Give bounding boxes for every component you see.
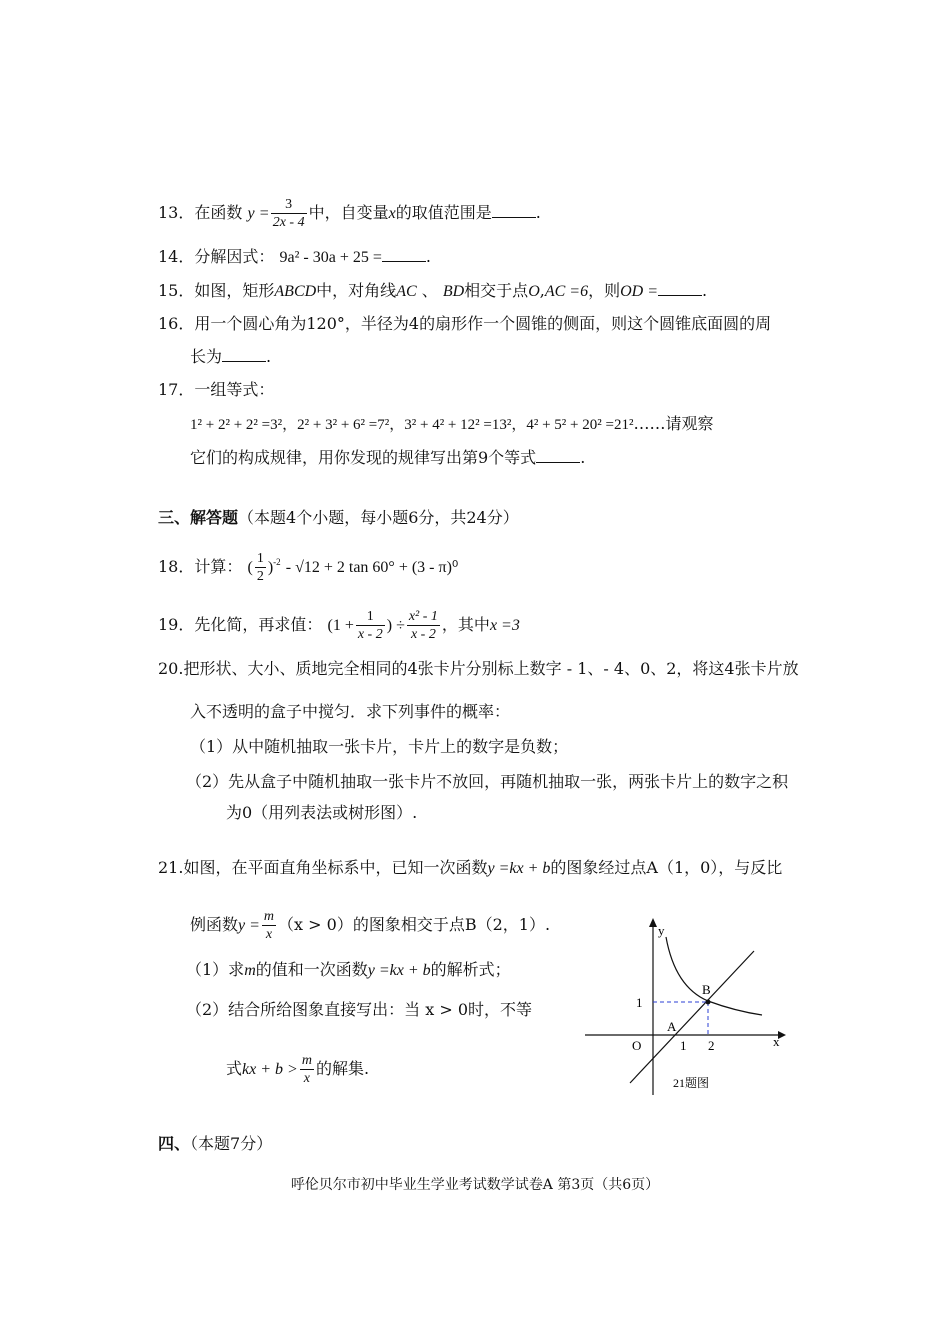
q18-number: 18． xyxy=(158,557,195,576)
q21-condition: （x > 0）的图象相交于点 xyxy=(278,915,465,934)
q20-line-2-text: 入不透明的盒子中搅匀．求下列事件的概率： xyxy=(190,702,511,721)
q14-number: 14． xyxy=(158,247,195,266)
q16-line-2-text: 长为 xyxy=(190,347,223,366)
section-4-note: （本题7分） xyxy=(190,1134,273,1153)
q21-inequality: kx + b > xyxy=(242,1061,298,1078)
question-17 xyxy=(158,380,274,400)
q15-end: . xyxy=(702,281,708,300)
q21-line-1: 如图，在平面直角坐标系中，已知一次函数 xyxy=(183,858,488,877)
page-footer xyxy=(0,1175,950,1195)
q18-fraction xyxy=(255,550,266,585)
q15-o: O xyxy=(528,283,540,300)
q15-text-5: ，则 xyxy=(588,281,621,300)
point-b-label: B xyxy=(702,982,711,997)
question-21 xyxy=(158,858,782,879)
q15-text-3: 相交于点 xyxy=(464,281,529,300)
q13-fraction xyxy=(271,196,307,231)
q16-number: 16． xyxy=(158,314,195,333)
question-21-sub-1 xyxy=(186,960,511,981)
q21-point-a: A（1，0），与反比 xyxy=(646,858,783,877)
q20-sub-2-line-2-text: 为0（用列表法或树形图）. xyxy=(226,803,418,822)
question-13: 13．在函数 y = $\frac{3}{2x - 4}$ 中，自变量x的取值范围是 . xyxy=(158,197,541,230)
q18-expression: - √12 + 2 tan 60° + (3 - π)⁰ xyxy=(285,559,459,576)
q21-linear-function: y =kx + b xyxy=(487,860,551,877)
q21-fraction xyxy=(262,908,276,943)
q13-answer-blank[interactable] xyxy=(492,203,536,218)
q13-text: 在函数 xyxy=(194,203,243,222)
q17-answer-blank[interactable] xyxy=(536,448,580,463)
q17-line-1: 一组等式： xyxy=(194,380,275,399)
linear-function-line xyxy=(630,951,754,1083)
hyperbola-curve xyxy=(666,937,762,1015)
q18-numerator: 1 xyxy=(256,551,264,566)
question-20-line-2 xyxy=(190,702,510,722)
q21-line-2-text: 例函数 xyxy=(190,915,239,934)
question-21-sub-2 xyxy=(186,1000,532,1020)
section-4-heading xyxy=(158,1134,272,1154)
q16-line-1: 用一个圆心角为120°，半径为4的扇形作一个圆锥的侧面，则这个圆锥底面圆的周 xyxy=(194,314,772,333)
question-20-sub-1 xyxy=(190,737,568,757)
q18-text: 计算： xyxy=(194,557,243,576)
q19-f1-numerator: 1 xyxy=(356,608,385,626)
point-b-dot xyxy=(706,1000,711,1005)
q21-sub-1-function: y =kx + b xyxy=(367,962,431,979)
q13-text-3: 的取值范围是 xyxy=(395,203,492,222)
q21-f2-denominator: x xyxy=(303,1071,310,1086)
question-14 xyxy=(158,247,431,268)
q20-sub-2-text: （2）先从盒子中随机抽取一张卡片不放回，再随机抽取一张，两张卡片上的数字之积 xyxy=(186,772,789,791)
q21-sub-3-text-2: 的解集. xyxy=(315,1059,370,1078)
q15-abcd: ABCD xyxy=(274,283,317,300)
q15-sep: 、 xyxy=(421,281,438,300)
q21-sub-1-text-2: 的值和一次函数 xyxy=(255,960,368,979)
q19-f2-denominator: x - 2 xyxy=(410,627,436,642)
q21-line-1b: 的图象经过点 xyxy=(550,858,647,877)
q13-end: . xyxy=(535,203,541,222)
point-a-label: A xyxy=(667,1019,677,1034)
q17-tail: ……请观察 xyxy=(633,414,714,433)
question-21-line-2 xyxy=(190,908,550,943)
q19-fraction-2 xyxy=(407,608,440,643)
question-20-sub-2 xyxy=(186,772,788,792)
question-16 xyxy=(158,314,771,334)
q13-number: 13． xyxy=(158,203,195,222)
section-3-note: （本题4个小题，每小题6分，共24分） xyxy=(238,508,519,527)
question-20-sub-2-line-2 xyxy=(226,803,417,823)
question-21-sub-2-line-2 xyxy=(226,1052,369,1087)
q15-comma: , xyxy=(539,281,545,300)
q21-point-b: B（2，1）. xyxy=(464,915,551,934)
question-17-equations xyxy=(190,414,713,435)
q17-line-3-text: 它们的构成规律，用你发现的规律写出第9个等式 xyxy=(190,448,537,467)
x-axis-label: x xyxy=(773,1034,780,1049)
q21-sub-3-text: 式 xyxy=(226,1059,243,1078)
q21-f2-numerator: m xyxy=(301,1053,312,1068)
q13-var: x xyxy=(388,205,396,222)
q14-text: 分解因式： xyxy=(194,247,275,266)
q21-sub-1-text-3: 的解析式； xyxy=(430,960,511,979)
question-20 xyxy=(158,659,799,679)
q21-coordinate-figure xyxy=(580,915,795,1100)
q19-x-value: x =3 xyxy=(489,617,520,634)
y-axis-arrow xyxy=(649,918,657,927)
footer-text: 呼伦贝尔市初中毕业生学业考试数学试卷A 第3页（共6页） xyxy=(290,1177,660,1193)
x-tick-2: 2 xyxy=(708,1038,715,1053)
q21-number: 21. xyxy=(158,858,184,877)
q20-line-1: 把形状、大小、质地完全相同的4张卡片分别标上数字 - 1、- 4、0、2，将这4张卡片放 xyxy=(183,659,799,678)
q16-end: . xyxy=(266,347,272,366)
question-19 xyxy=(158,608,520,643)
q14-answer-blank[interactable] xyxy=(382,247,426,262)
q21-denominator: x xyxy=(265,927,273,942)
figure-caption: 21题图 xyxy=(673,1076,710,1090)
q15-od: OD = xyxy=(620,283,659,300)
origin-label: O xyxy=(632,1038,642,1053)
y-tick-1: 1 xyxy=(636,995,643,1010)
q15-ac-value: AC =6 xyxy=(544,283,589,300)
q21-sub-1-text: （1）求 xyxy=(186,960,245,979)
q21-y: y = xyxy=(238,917,260,934)
q16-answer-blank[interactable] xyxy=(222,347,266,362)
q19-paren-close: ) ÷ xyxy=(386,617,405,634)
q19-f1-denominator: x - 2 xyxy=(357,627,383,642)
q13-denominator: 2x - 4 xyxy=(272,215,305,230)
q17-end: . xyxy=(580,448,586,467)
q19-f2-numerator: x² - 1 xyxy=(408,609,438,624)
q17-number: 17． xyxy=(158,380,195,399)
q14-end: . xyxy=(425,247,431,266)
q18-exponent: -2 xyxy=(273,557,281,567)
question-18: 18．计算： ( $\frac{1}{2}$ )$^{-2}$ - √12 + 2 tan 60° + (3 - π)⁰ xyxy=(158,551,459,584)
q18-denominator: 2 xyxy=(256,569,264,584)
q19-fraction-1 xyxy=(356,608,385,643)
section-3-title: 三、解答题 xyxy=(158,508,239,527)
q19-text: 先化简，再求值： xyxy=(194,615,323,634)
q14-expression: 9a² - 30a + 25 = xyxy=(279,249,382,266)
q15-answer-blank[interactable] xyxy=(658,281,702,296)
section-3-heading xyxy=(158,508,519,528)
q15-number: 15． xyxy=(158,281,195,300)
q19-tail: ，其中 xyxy=(441,615,490,634)
q21-m: m xyxy=(244,962,256,979)
section-4-title: 四、 xyxy=(158,1134,191,1153)
q13-text-2: 中，自变量 xyxy=(308,203,389,222)
question-16-line-2 xyxy=(190,347,271,367)
q20-sub-1-text: （1）从中随机抽取一张卡片，卡片上的数字是负数； xyxy=(190,737,569,756)
q15-ac: AC xyxy=(396,283,417,300)
question-15 xyxy=(158,281,707,302)
q21-numerator: m xyxy=(263,909,275,924)
q19-number: 19． xyxy=(158,615,195,634)
question-17-line-3 xyxy=(190,448,585,468)
q15-bd: BD xyxy=(442,283,465,300)
q19-paren-open: (1 + xyxy=(327,617,354,634)
q15-text: 如图，矩形 xyxy=(194,281,275,300)
q21-fraction-2 xyxy=(300,1052,314,1087)
y-axis-label: y xyxy=(658,923,665,938)
q17-equations-text: 1² + 2² + 2² =3²，2² + 3² + 6² =7²，3² + 4² + 12² =13²，4² + 5² + 20² =21² xyxy=(190,417,634,433)
x-tick-1: 1 xyxy=(680,1038,687,1053)
q13-numerator: 3 xyxy=(271,196,307,214)
q20-number: 20. xyxy=(158,659,184,678)
q21-sub-2-text: （2）结合所给图象直接写出：当 x > 0时，不等 xyxy=(186,1000,533,1019)
q15-text-2: 中，对角线 xyxy=(316,281,397,300)
